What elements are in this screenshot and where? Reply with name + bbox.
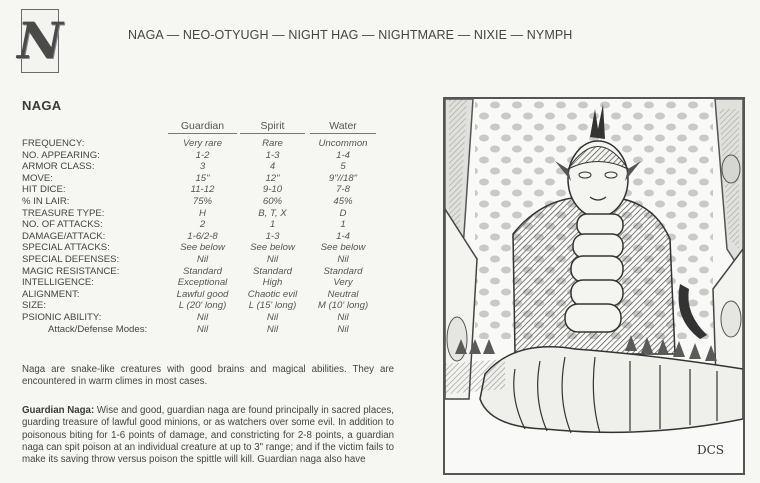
stat-value-guardian: Very rare <box>182 138 223 149</box>
column-header-spirit: Spirit <box>240 120 305 134</box>
stat-value-guardian: Nil <box>196 323 209 335</box>
stat-label: SPECIAL ATTACKS: <box>22 242 110 254</box>
chapter-initial-logo <box>17 9 63 73</box>
stat-value-guardian: Nil <box>196 253 209 265</box>
stat-value-water: Nil <box>337 253 349 265</box>
stat-value-spirit: Rare <box>262 138 283 149</box>
stat-row <box>22 150 382 162</box>
stat-label: HIT DICE: <box>22 184 66 196</box>
guardian-naga-text: Wise and good, guardian naga are found principally in sacred places, guarding treasure of lawful good minions, or as watchers over some evil. In addition to poisonous biting for 1-6 points of damage, and constricting for 2-8 points, a guardian naga can spit poison at an individual creature at up to 3" range; and if the victim fails to make its saving throw versus poison the spittle will kill. Guardian naga also have <box>22 405 394 466</box>
stat-value-guardian: 75% <box>192 195 213 207</box>
guardian-naga-paragraph <box>22 405 394 466</box>
header-entry-list: NAGA — NEO-OTYUGH — NIGHT HAG — NIGHTMARE — NIXIE — NYMPH <box>128 28 573 42</box>
stat-row <box>22 184 382 196</box>
stat-value-water: 45% <box>333 195 353 207</box>
stat-label: NO. OF ATTACKS: <box>22 219 103 231</box>
stat-value-guardian: See below <box>180 242 225 254</box>
stat-value-water: Nil <box>337 323 349 335</box>
stat-value-water: 9"//18" <box>328 172 358 184</box>
section-title: NAGA <box>22 98 62 113</box>
stat-row <box>22 161 382 173</box>
stat-label: DAMAGE/ATTACK: <box>22 230 106 242</box>
stat-value-water: 7-8 <box>336 184 350 196</box>
stat-row <box>22 300 382 312</box>
stat-value-guardian: Exceptional <box>177 277 228 289</box>
stat-value-spirit: 1-3 <box>265 230 280 242</box>
stat-label: FREQUENCY: <box>22 138 85 149</box>
stat-value-water: Neutral <box>327 288 359 300</box>
artist-signature: DCS <box>697 443 725 457</box>
stat-value-water: Standard <box>323 265 363 277</box>
stat-label: SPECIAL DEFENSES: <box>22 253 120 265</box>
stat-row <box>22 312 382 324</box>
stat-row <box>22 266 382 278</box>
stat-value-water: Very <box>333 277 353 289</box>
stat-label: MOVE: <box>22 172 53 184</box>
stat-value-spirit: Standard <box>253 265 292 277</box>
stat-value-spirit: 1-3 <box>265 149 280 161</box>
stat-label: ARMOR CLASS: <box>22 161 95 173</box>
stat-row <box>22 254 382 266</box>
stat-row <box>22 277 382 289</box>
stat-row <box>22 208 382 220</box>
stat-label: ALIGNMENT: <box>22 288 80 300</box>
column-header-water: Water <box>310 120 376 134</box>
stat-row <box>22 231 382 243</box>
naga-drawing-icon <box>445 99 743 473</box>
stat-row <box>22 196 382 208</box>
stat-table-header <box>22 120 382 135</box>
stat-value-spirit: Chaotic evil <box>247 288 298 300</box>
stat-label: SIZE: <box>22 300 46 312</box>
stat-value-water: 1-4 <box>336 149 350 161</box>
initial-letter: N <box>17 11 63 70</box>
stat-value-guardian: Lawful good <box>176 288 229 300</box>
stat-table-body <box>22 138 382 335</box>
stat-label: % IN LAIR: <box>22 195 70 207</box>
stat-value-guardian: 1-6/2-8 <box>187 230 218 242</box>
stat-value-water: 1 <box>340 219 346 231</box>
stat-value-spirit: 12" <box>265 172 280 184</box>
stat-value-spirit: B, T, X <box>258 207 287 219</box>
stat-value-water: M (10' long) <box>317 300 369 312</box>
stat-value-guardian: H <box>199 207 206 219</box>
stat-row <box>22 324 382 336</box>
stat-row <box>22 138 382 150</box>
stat-value-water: Uncommon <box>318 138 368 149</box>
stat-value-spirit: Nil <box>266 323 279 335</box>
stat-value-guardian: 15" <box>195 172 210 184</box>
stat-value-spirit: Nil <box>266 253 279 265</box>
stat-value-guardian: 2 <box>199 219 206 231</box>
stat-value-spirit: 4 <box>269 161 276 173</box>
stat-value-guardian: Standard <box>183 265 222 277</box>
stat-value-guardian: 3 <box>199 161 206 173</box>
stat-value-water: D <box>339 207 347 219</box>
stat-row <box>22 242 382 254</box>
stat-value-spirit: 1 <box>269 219 276 231</box>
stat-row <box>22 219 382 231</box>
stat-value-water: 1-4 <box>336 230 350 242</box>
stat-row <box>22 173 382 185</box>
stat-label: INTELLIGENCE: <box>22 277 94 289</box>
column-header-guardian: Guardian <box>168 120 237 134</box>
stat-value-spirit: Nil <box>266 311 279 323</box>
stat-label: PSIONIC ABILITY: <box>22 311 102 323</box>
guardian-naga-heading: Guardian Naga: <box>22 405 95 416</box>
stat-value-guardian: Nil <box>196 311 209 323</box>
stat-value-guardian: L (20' long) <box>178 300 227 312</box>
stat-value-spirit: High <box>262 277 283 289</box>
stat-table <box>22 120 382 335</box>
stat-value-spirit: 9-10 <box>262 184 283 196</box>
stat-value-spirit: L (15' long) <box>248 300 297 312</box>
stat-value-guardian: 1-2 <box>195 149 210 161</box>
stat-value-water: Nil <box>337 311 349 323</box>
stat-label: Attack/Defense Modes: <box>48 323 148 335</box>
stat-value-guardian: 11-12 <box>190 184 215 196</box>
stat-value-spirit: See below <box>250 242 295 254</box>
stat-value-water: 5 <box>340 161 346 173</box>
intro-paragraph: Naga are snake-like creatures with good brains and magical abilities. They are encountered in warm climes in most cases. <box>22 364 394 388</box>
stat-value-spirit: 60% <box>262 195 283 207</box>
naga-illustration <box>443 97 745 475</box>
stat-label: TREASURE TYPE: <box>22 207 105 219</box>
stat-row <box>22 289 382 301</box>
stat-value-water: See below <box>320 242 366 254</box>
stat-label: MAGIC RESISTANCE: <box>22 265 120 277</box>
stat-label: NO. APPEARING: <box>22 149 100 161</box>
